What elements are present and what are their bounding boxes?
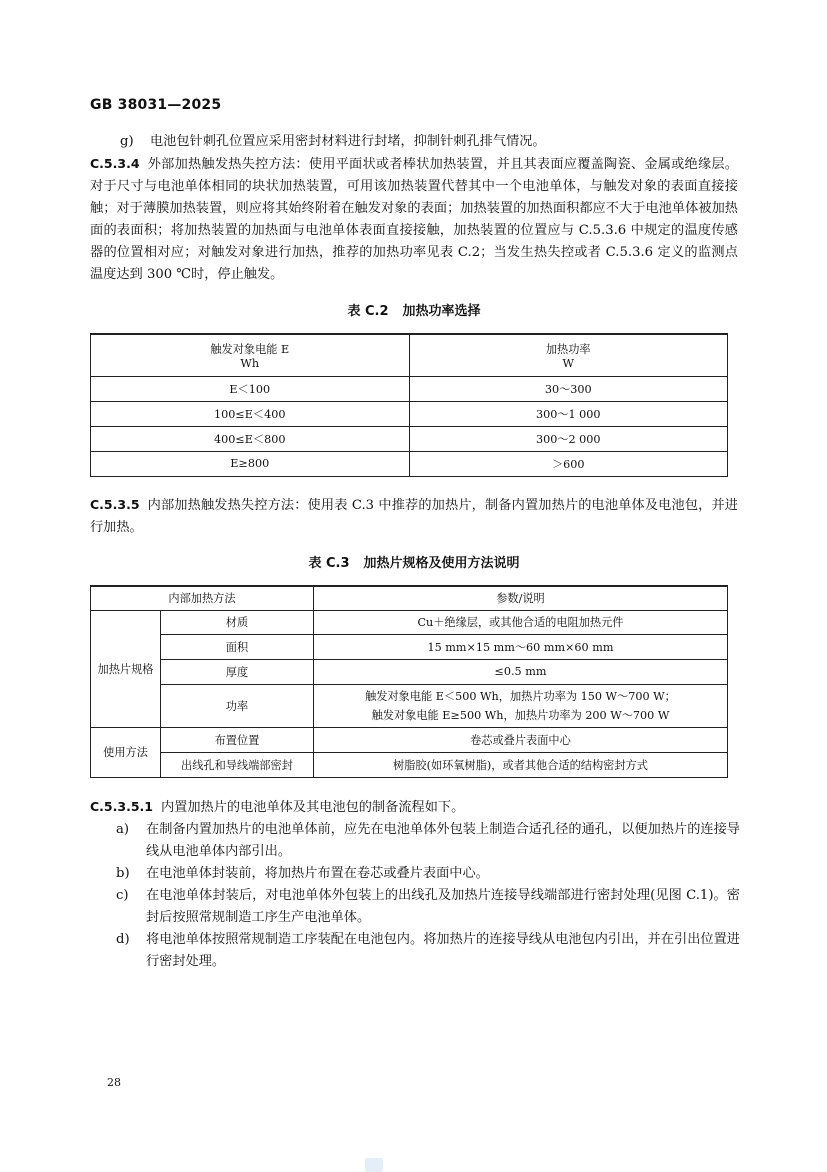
item-g-label: g) bbox=[120, 134, 134, 149]
clause-c535 bbox=[90, 494, 738, 539]
clause-text: 内置加热片的电池单体及其电池包的制备流程如下。 bbox=[160, 800, 465, 815]
energy-header-label: 触发对象电能 E bbox=[210, 342, 290, 356]
table-row bbox=[91, 634, 728, 659]
table-row bbox=[91, 659, 728, 684]
item-g-text: 电池包针刺孔位置应采用密封材料进行封堵，抑制针刺孔排气情况。 bbox=[150, 134, 546, 149]
table-header-row bbox=[91, 334, 728, 376]
table-c2-title: 加热功率选择 bbox=[402, 304, 481, 319]
table-row bbox=[91, 610, 728, 634]
power-header bbox=[409, 334, 728, 376]
energy-header-unit: Wh bbox=[240, 356, 260, 370]
clause-number: C.5.3.5 bbox=[90, 497, 140, 512]
table-row bbox=[91, 451, 728, 476]
position-value: 卷芯或叠片表面中心 bbox=[313, 727, 727, 752]
power-value bbox=[313, 684, 727, 727]
power-cell: 300～1 000 bbox=[409, 401, 728, 426]
table-row bbox=[91, 401, 728, 426]
list-item-text: 在电池单体封装前，将加热片布置在卷芯或叠片表面中心。 bbox=[146, 866, 489, 881]
list-item bbox=[116, 819, 740, 863]
table-header-row bbox=[91, 586, 728, 610]
item-g bbox=[120, 131, 738, 153]
table-c2 bbox=[90, 333, 728, 477]
energy-cell: E＜100 bbox=[91, 376, 410, 401]
area-label: 面积 bbox=[161, 634, 314, 659]
power-cell: 300～2 000 bbox=[409, 426, 728, 451]
list-item-label: c) bbox=[116, 888, 129, 903]
group-heater-spec: 加热片规格 bbox=[91, 610, 161, 727]
list-item-label: a) bbox=[116, 822, 130, 837]
table-row bbox=[91, 684, 728, 727]
energy-cell: 100≤E＜400 bbox=[91, 401, 410, 426]
clause-text: 内部加热触发热失控方法：使用表 C.3 中推荐的加热片，制备内置加热片的电池单体及电池包，并进行加热。 bbox=[90, 498, 738, 535]
table-c3 bbox=[90, 585, 728, 778]
page-number: 28 bbox=[107, 1076, 121, 1089]
position-label: 布置位置 bbox=[161, 727, 314, 752]
list-item bbox=[116, 863, 740, 885]
clause-number: C.5.3.4 bbox=[90, 156, 140, 171]
list-item-label: d) bbox=[116, 932, 130, 947]
seal-label: 出线孔和导线端部密封 bbox=[161, 752, 314, 777]
material-label: 材质 bbox=[161, 610, 314, 634]
power-cell: ＞600 bbox=[409, 451, 728, 476]
clause-number: C.5.3.5.1 bbox=[90, 799, 153, 814]
list-item-text: 在制备内置加热片的电池单体前，应先在电池单体外包装上制造合适孔径的通孔，以便加热片的连接导线从电池单体内部引出。 bbox=[146, 822, 740, 859]
list-item-text: 将电池单体按照常规制造工序装配在电池包内。将加热片的连接导线从电池包内引出，并在引出位置进行密封处理。 bbox=[146, 932, 740, 969]
energy-cell: E≥800 bbox=[91, 451, 410, 476]
param-header: 参数/说明 bbox=[313, 586, 727, 610]
table-row bbox=[91, 376, 728, 401]
power-header-label: 加热功率 bbox=[545, 342, 591, 356]
method-header: 内部加热方法 bbox=[91, 586, 314, 610]
table-row bbox=[91, 752, 728, 777]
clause-c5351 bbox=[90, 796, 738, 819]
clause-c534 bbox=[90, 153, 738, 286]
seal-value: 树脂胶(如环氧树脂)，或者其他合适的结构密封方式 bbox=[313, 752, 727, 777]
power-header-unit: W bbox=[562, 356, 574, 370]
power-label: 功率 bbox=[161, 684, 314, 727]
document-number: GB 38031—2025 bbox=[90, 97, 222, 113]
area-value: 15 mm×15 mm～60 mm×60 mm bbox=[313, 634, 727, 659]
table-c3-caption bbox=[90, 552, 738, 571]
list-item-label: b) bbox=[116, 866, 130, 881]
table-row bbox=[91, 426, 728, 451]
energy-header bbox=[91, 334, 410, 376]
material-value: Cu＋绝缘层，或其他合适的电阻加热元件 bbox=[313, 610, 727, 634]
thickness-value: ≤0.5 mm bbox=[313, 659, 727, 684]
table-c2-number: 表 C.2 bbox=[347, 304, 389, 319]
energy-cell: 400≤E＜800 bbox=[91, 426, 410, 451]
power-value-line1: 触发对象电能 E＜500 Wh，加热片功率为 150 W～700 W； bbox=[365, 689, 676, 703]
table-c3-number: 表 C.3 bbox=[308, 556, 350, 571]
table-c3-title: 加热片规格及使用方法说明 bbox=[363, 556, 520, 571]
list-item bbox=[116, 885, 740, 929]
table-c2-caption bbox=[90, 300, 738, 319]
power-value-line2: 触发对象电能 E≥500 Wh，加热片功率为 200 W～700 W bbox=[371, 708, 670, 722]
power-cell: 30～300 bbox=[409, 376, 728, 401]
clause-text: 外部加热触发热失控方法：使用平面状或者棒状加热装置，并且其表面应覆盖陶瓷、金属或绝缘层。对于尺寸与电池单体相同的块状加热装置，可用该加热装置代替其中一个电池单体，与触发对象的表面直接接触；对于薄膜加热装置，则应将其始终附着在触发对象的表面；加热装置的加热面积都应不大于电池单体被加热面的表面积；将加热装置的加热面与电池单体表面直接接触，加热装置的位置应与 C.5.3.6 中规定的温度传感器的位置相对应；对触发对象进行加热，推荐的加热功率见表 C.2；当发生热失控或者 C.5.3.6 定义的监测点温度达到 300 ℃时，停止触发。 bbox=[90, 157, 738, 282]
group-usage: 使用方法 bbox=[91, 727, 161, 777]
table-row bbox=[91, 727, 728, 752]
list-item bbox=[116, 929, 740, 973]
thickness-label: 厚度 bbox=[161, 659, 314, 684]
list-item-text: 在电池单体封装后，对电池单体外包装上的出线孔及加热片连接导线端部进行密封处理(见图 C.1)。密封后按照常规制造工序生产电池单体。 bbox=[146, 888, 740, 925]
